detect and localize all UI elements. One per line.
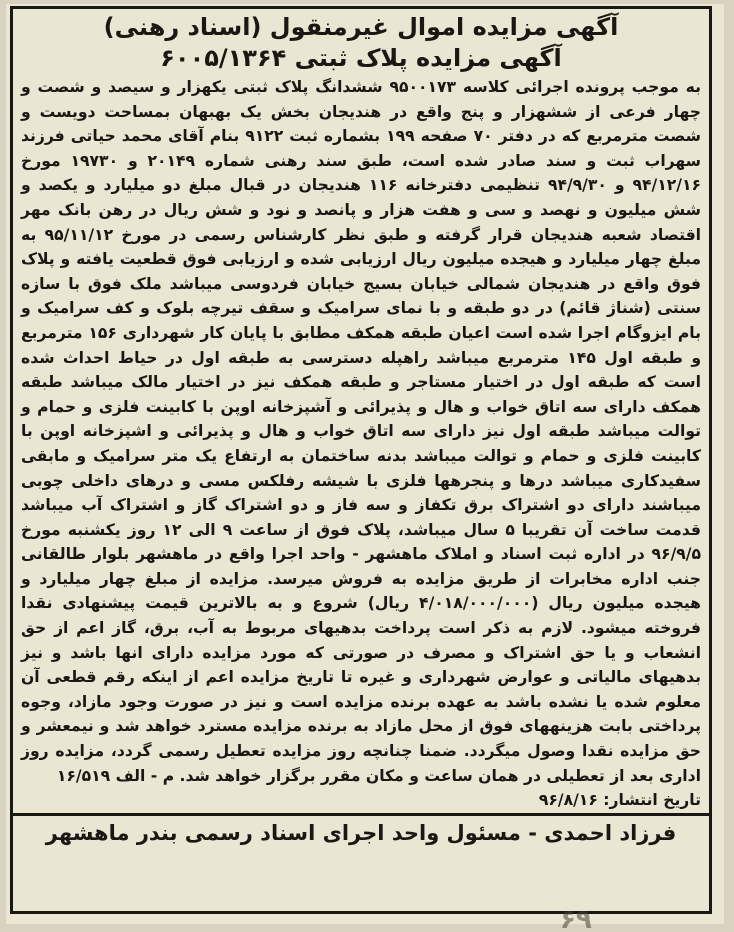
notice-frame <box>10 6 712 914</box>
newspaper-clipping <box>6 4 724 924</box>
notice-title: آگهی مزایده اموال غیرمنقول (اسناد رهنی) <box>103 13 619 41</box>
notice-body: به موجب پرونده اجرائی کلاسه ۹۵۰۰۱۷۳ ششدانگ پلاک ثبتی یکهزار و سیصد و شصت و چهار فرعی از ششهزار و پنج واقع در هندیجان بخش یک بهبهان بمساحت دویست و شصت مترمربع که در دفتر ۷۰ صفحه ۱۹۹ بشماره ثبت ۹۱۲۲ بنام آقای محمد حیاتی فرزند سهراب ثبت و سند صادر شده است، طبق سند رهنی شماره ۲۰۱۴۹ و ۱۹۷۳۰ مورخ ۹۴/۱۲/۱۶ و ۹۴/۹/۳۰ تنظیمی دفترخانه ۱۱۶ هندیجان در قبال مبلغ دو میلیارد و یکصد و شش میلیون و نهصد و سی و هفت هزار و پانصد و نود و شش ریال در رهن بانک مهر اقتصاد شعبه هندیجان قرار گرفته و طبق نظر کارشناس رسمی در مورخ ۹۵/۱۱/۱۲ به مبلغ چهار میلیارد و هیجده میلیون ریال ارزیابی شده و ارزیابی فوق قطعیت یافته و پلاک فوق واقع در هندیجان شمالی خیابان بسیج خیابان فردوسی میباشد ملک فوق با سازه سنتی (شناژ قائم) در دو طبقه و با نمای سرامیک و سقف تیرچه بلوک و کف سرامیک و بام ایزوگام اجرا شده است اعیان طبقه همکف مطابق با پایان کار شهرداری ۱۵۶ مترمربع و طبقه اول ۱۴۵ مترمربع میباشد راهپله دسترسی به طبقه اول در حیاط احداث شده است که طبقه اول در اختیار مستاجر و طبقه همکف نیز در اختیار مالک میباشد طبقه همکف دارای سه اتاق خواب و هال و پذیرائی و آشپزخانه اوپن با کابینت فلزی و حمام و توالت میباشد طبقه اول نیز دارای سه اتاق خواب و هال و پذیرائی و اشپزخانه اوپن با کابینت فلزی و حمام و توالت میباشد بدنه ساختمان به ارتفاع یک متر سرامیک و مابقی سفیدکاری میباشد درها و پنجرهها فلزی با شیشه رفلکس مسی و درهای داخلی چوبی میباشند دارای دو اشتراک برق تکفاز و سه فاز و دو اشتراک گاز و اشتراک آب میباشد قدمت ساخت آن تقریبا ۵ سال میباشد، پلاک فوق از ساعت ۹ الی ۱۲ روز یکشنبه مورخ ۹۶/۹/۵ در اداره ثبت اسناد و املاک ماهشهر - واحد اجرا واقع در ماهشهر بلوار طالقانی جنب اداره مخابرات از طریق مزایده به فروش میرسد. مزایده از مبلغ چهار میلیارد و هیجده میلیون ریال (۴/۰۱۸/۰۰۰/۰۰۰ ریال) شروع و به بالاترین قیمت پیشنهادی نقدا فروخته میشود. لازم به ذکر است پرداخت بدهیهای مربوط به آب، برق، گاز اعم از حق انشعاب و یا حق اشتراک و مصرف در صورتی که مورد مزایده دارای انها باشد و نیز بدهیهای مالیاتی و عوارض شهرداری و غیره تا تاریخ مزایده اعم از اینکه رقم قطعی آن معلوم شده یا نشده باشد به عهده برنده مزایده است و نیز در صورت وجود مازاد، وجوه پرداختی بابت هزینههای فوق از محل مازاد به برنده مزایده مسترد خواهد شد و نیمعشر و حق مزایده نقدا وصول میگردد. ضمنا چنانچه روز مزایده تعطیل رسمی گردد، مزایده روز اداری بعد از تعطیلی در همان ساعت و مکان مقرر برگزار خواهد شد. م - الف ۱۶/۵۱۹ <box>21 78 702 785</box>
notice-signature: فرزاد احمدی - مسئول واحد اجرای اسناد رسمی بندر ماهشهر <box>45 821 677 846</box>
page-corner-mark: ۶۹ <box>560 910 592 930</box>
publication-date: تاریخ انتشار: ۹۶/۸/۱۶ <box>538 791 701 810</box>
notice-subtitle: آگهی مزایده پلاک ثبتی ۶۰۰۵/۱۳۶۴ <box>160 44 562 72</box>
